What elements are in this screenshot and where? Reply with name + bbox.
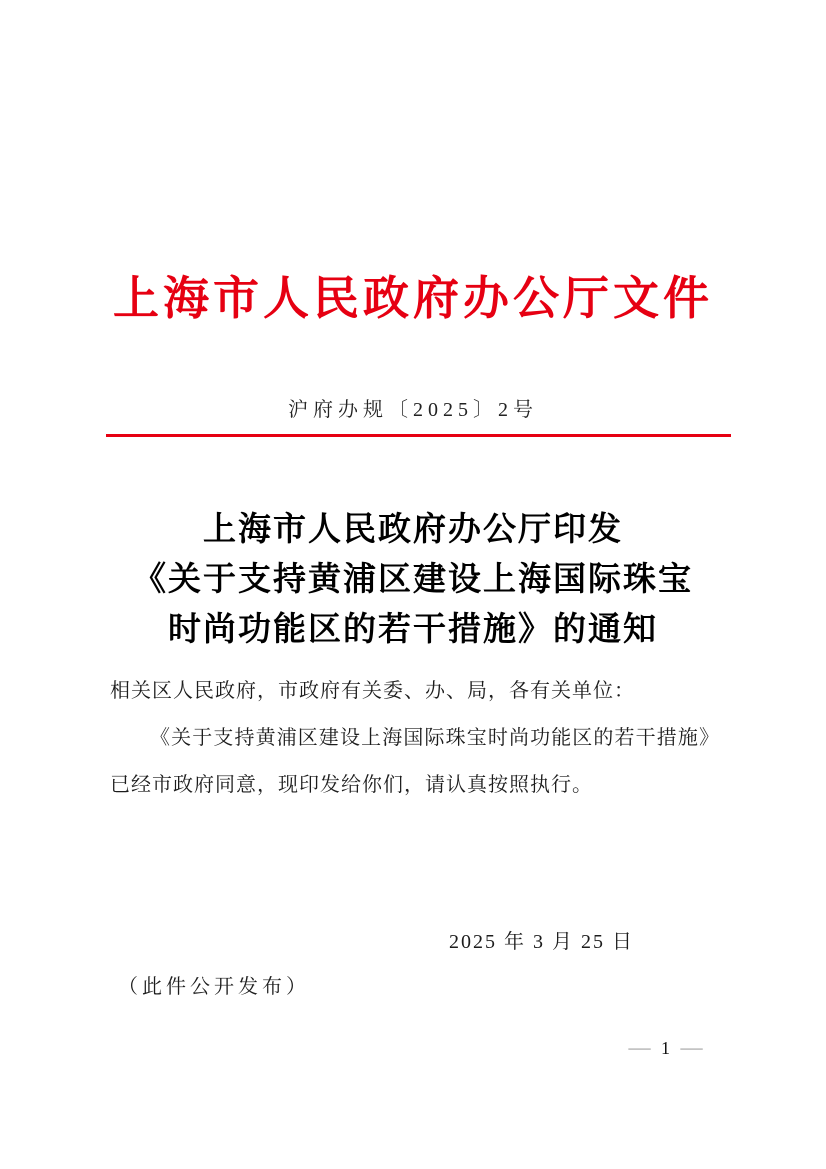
body-paragraph: 《关于支持黄浦区建设上海国际珠宝时尚功能区的若干措施》已经市政府同意，现印发给你们，请认真按照执行。 [110,727,720,796]
signoff-date: 2025 年 3 月 25 日 [449,931,634,953]
red-separator-rule [106,434,731,437]
notice-title-line-2: 《关于支持黄浦区建设上海国际珠宝 [133,562,693,598]
notice-title-line-1: 上海市人民政府办公厅印发 [203,512,623,548]
notice-body [110,668,720,809]
footer-left-dash: — [628,1038,651,1057]
notice-title [0,505,826,655]
page-number-footer [628,1036,703,1060]
public-release-note: （此件公开发布） [118,976,310,998]
page-number: 1 [661,1038,670,1058]
footer-right-dash: — [680,1038,703,1057]
agency-masthead-title: 上海市人民政府办公厅文件 [113,273,713,324]
document-reference-number: 沪府办规〔2025〕2号 [288,399,538,421]
notice-title-line-3: 时尚功能区的若干措施》的通知 [168,612,658,648]
salutation-line: 相关区人民政府，市政府有关委、办、局，各有关单位： [110,680,635,702]
